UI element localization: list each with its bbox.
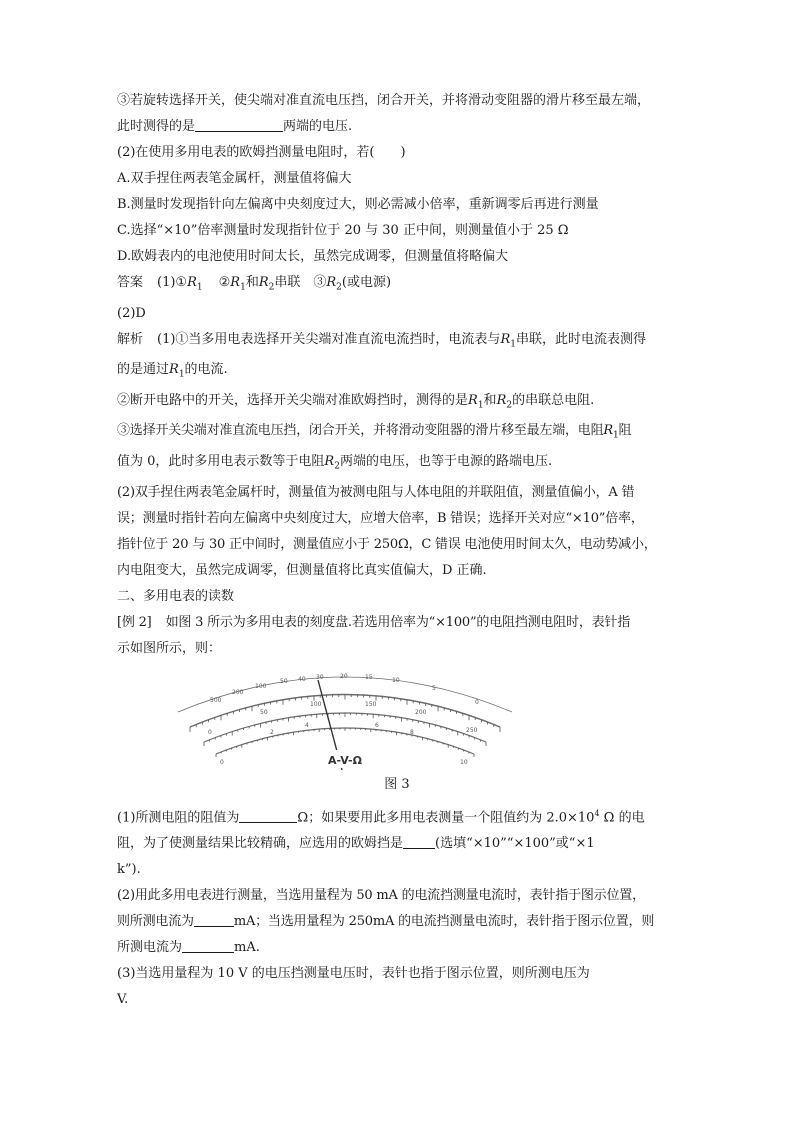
bot-tick-label: 8 (410, 729, 414, 736)
top-tick-label: 200 (232, 689, 244, 696)
top-tick-label: 20 (340, 673, 348, 680)
q3-line-4: (2)用此多用电表进行测量，当选用量程为 50 mA 的电流挡测量电流时，表针指于图示位置， (117, 888, 645, 904)
analysis-line-3: ②断开电路中的开关，选择开关尖端对准欧姆挡时，测得的是$R_1$和$R_2$的串联总电阻. (117, 392, 595, 411)
mid-tick-label: 100 (310, 701, 322, 708)
analysis-line-9: 内电阻变大，虽然完成调零，但测量值将比真实值偏大，D 正确. (117, 562, 487, 578)
analysis-line-4: ③选择开关尖端对准直流电压挡，闭合开关，并将滑动变阻器的滑片移至最左端，电阻$R_1$阻 (117, 423, 632, 441)
answer-blank[interactable] (195, 117, 283, 132)
q3-line-3: k”). (117, 862, 141, 878)
multimeter-dial-figure (170, 672, 520, 772)
answer-line: 答案 $(1)①R_1$ $②R_1$和$R_2$串联 $③R_2$(或电源) (117, 275, 392, 293)
mid-tick-label: 50 (260, 709, 268, 716)
bot-tick-label: 6 (375, 722, 379, 729)
section-heading: 二、多用电表的读数 (117, 588, 235, 604)
question-3-block (117, 801, 682, 1013)
q3-line-8: V. (117, 992, 129, 1008)
mid-tick-label: 200 (415, 709, 427, 716)
q1-part3-line2: 此时测得的是 两端的电压. (117, 119, 353, 134)
top-tick-label: 500 (210, 697, 222, 704)
analysis-line-2: 的是通过$R_1$的电流. (117, 362, 228, 380)
bot-tick-label: 0 (220, 759, 224, 766)
q3-line-5: 则所测电流为 mA；当选用量程为 250mA 的电流挡测量电流时，表针指于图示位置，则 (117, 914, 655, 930)
bot-tick-label: 10 (460, 759, 468, 766)
top-tick-label: 10 (392, 677, 400, 684)
mid-tick-label: 250 (466, 727, 478, 734)
analysis-line-5: 值为 0，此时多用电表示数等于电阻$R_2$两端的电压，也等于电源的路端电压. (117, 453, 553, 472)
bot-tick-label: 4 (305, 722, 309, 729)
top-tick-label: 15 (365, 674, 373, 681)
answer-blank[interactable] (182, 938, 234, 953)
answer-line-2: (2)D (117, 305, 146, 321)
q3-line-7: (3)当选用量程为 10 V 的电压挡测量电压时，表针也指于图示位置，则所测电压为 (117, 966, 590, 982)
analysis-line-7: 误；测量时指针若向左偏离中央刻度过大，应增大倍率，B 错误；选择开关对应“×10”倍率， (117, 510, 644, 526)
q1-part3-line1: ③若旋转选择开关，使尖端对准直流电压挡，闭合开关，并将滑动变阻器的滑片移至最左端， (117, 93, 651, 108)
analysis-line-1: 解析 (1)①当多用电表选择开关尖端对准直流电流挡时，电流表与$R_1$串联，此时电流表测得 (117, 331, 646, 350)
example-line-2: 示如图所示，则： (117, 640, 222, 656)
q2-stem: (2)在使用多用电表的欧姆挡测量电阻时，若( ) (117, 145, 406, 160)
top-tick-label: 5 (432, 685, 436, 692)
analysis-label: 解析 (117, 331, 144, 347)
analysis-line-6: (2)双手捏住两表笔金属杆时，测量值为被测电阻与人体电阻的并联阻值，测量值偏小，A 错 (117, 484, 635, 500)
mid-tick-label: 150 (365, 701, 377, 708)
document-page (117, 88, 682, 662)
q2-option-b: B.测量时发现指针向左偏离中央刻度过大，则必需减小倍率，重新调零后再进行测量 (117, 197, 599, 212)
analysis-line-8: 指针位于 20 与 30 正中间时，测量值应小于 250Ω，C 错误 电池使用时间太久，电动势减小， (117, 536, 657, 552)
figure-caption: 图 3 (384, 777, 410, 792)
q3-line-2: 阻，为了使测量结果比较精确，应选用的欧姆挡是 (选填“×10”“×100”或“×1 (117, 836, 595, 852)
q2-option-c: C.选择“×10”倍率测量时发现指针位于 20 与 30 正中间，则测量值小于 25 Ω (117, 223, 569, 238)
q2-option-a: A.双手捏住两表笔金属杆，测量值将偏大 (117, 171, 352, 186)
q3-line-1: (1)所测电阻的阻值为 Ω；如果要用此多用电表测量一个阻值约为 $2.0\times 10^4$ Ω 的电 (117, 809, 645, 826)
top-tick-label: 0 (475, 699, 479, 706)
answer-blank[interactable] (194, 912, 234, 927)
top-tick-label: 100 (255, 683, 267, 690)
top-tick-label: 30 (316, 674, 324, 681)
top-tick-label: 40 (298, 676, 306, 683)
example-line-1: [例 2] 如图 3 所示为多用电表的刻度盘.若选用倍率为“×100”的电阻挡测电阻时，表针指 (117, 614, 631, 630)
answer-blank[interactable] (239, 808, 297, 823)
example-label: [例 2] (117, 614, 152, 630)
mid-tick-label: 0 (208, 729, 212, 736)
dial-label: A-V-Ω (328, 754, 362, 767)
top-tick-label: 50 (280, 678, 288, 685)
q3-line-6: 所测电流为 mA. (117, 940, 260, 956)
bot-tick-label: 2 (270, 729, 274, 736)
answer-blank[interactable] (403, 834, 435, 849)
q2-option-d: D.欧姆表内的电池使用时间太长，虽然完成调零，但测量值将略偏大 (117, 249, 509, 264)
answer-label: 答案 (117, 275, 144, 290)
